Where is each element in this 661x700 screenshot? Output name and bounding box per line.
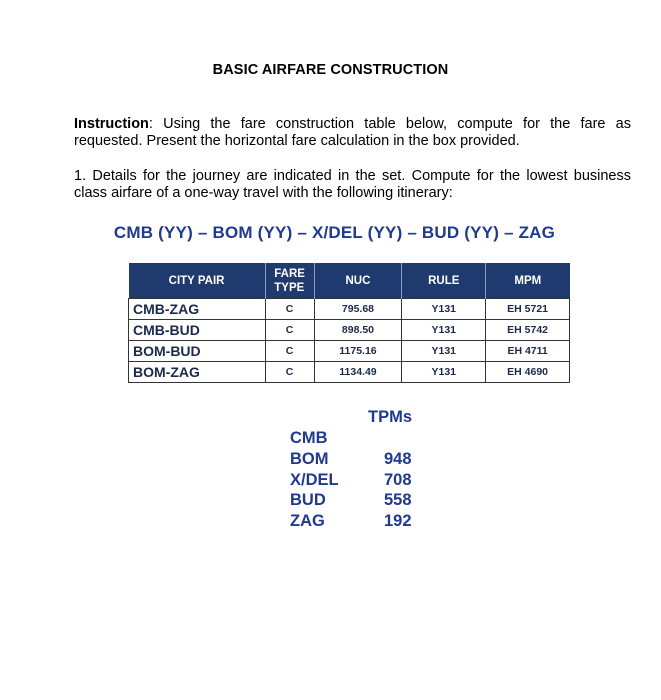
tpm-city: ZAG bbox=[290, 512, 325, 530]
header-nuc: NUC bbox=[314, 263, 402, 299]
table-row bbox=[129, 362, 570, 383]
tpms-heading: TPMs bbox=[368, 408, 413, 426]
fare-type-cell: C bbox=[265, 362, 314, 383]
nuc-cell: 898.50 bbox=[314, 320, 402, 341]
table-row bbox=[129, 299, 570, 320]
instruction-paragraph bbox=[74, 116, 631, 150]
city-pair-cell: BOM-ZAG bbox=[129, 362, 266, 383]
tpm-city: X/DEL bbox=[290, 471, 339, 489]
fare-type-cell: C bbox=[265, 299, 314, 320]
tpm-city: CMB bbox=[290, 429, 328, 447]
tpm-value: 948 bbox=[384, 450, 412, 468]
itinerary: CMB (YY) – BOM (YY) – X/DEL (YY) – BUD (YY) – ZAG bbox=[113, 223, 556, 242]
nuc-cell: 1134.49 bbox=[314, 362, 402, 383]
city-pair-cell: CMB-BUD bbox=[129, 320, 266, 341]
page-title: BASIC AIRFARE CONSTRUCTION bbox=[212, 62, 449, 78]
city-pair-cell: CMB-ZAG bbox=[129, 299, 266, 320]
tpm-value: 558 bbox=[384, 491, 412, 509]
header-fare-type bbox=[265, 263, 314, 299]
nuc-cell: 795.68 bbox=[314, 299, 402, 320]
rule-cell: Y131 bbox=[402, 299, 486, 320]
tpm-value: 708 bbox=[384, 471, 412, 489]
fare-type-cell: C bbox=[265, 341, 314, 362]
rule-cell: Y131 bbox=[402, 320, 486, 341]
instruction-label: Instruction bbox=[74, 116, 149, 132]
table-row bbox=[129, 341, 570, 362]
fare-type-cell: C bbox=[265, 320, 314, 341]
header-city-pair: CITY PAIR bbox=[129, 263, 266, 299]
mpm-cell: EH 4711 bbox=[486, 341, 570, 362]
fare-table-header bbox=[129, 263, 570, 299]
city-pair-cell: BOM-BUD bbox=[129, 341, 266, 362]
header-rule: RULE bbox=[402, 263, 486, 299]
mpm-cell: EH 5742 bbox=[486, 320, 570, 341]
mpm-cell: EH 5721 bbox=[486, 299, 570, 320]
tpm-city: BUD bbox=[290, 491, 326, 509]
fare-table bbox=[128, 263, 570, 383]
instruction-text: : Using the fare construction table below, compute for the fare as requested. Present the horizontal fare calculation in the box provided. bbox=[74, 116, 631, 149]
table-row bbox=[129, 320, 570, 341]
header-fare-type-line1: FARE bbox=[274, 267, 305, 280]
tpm-city: BOM bbox=[290, 450, 329, 468]
rule-cell: Y131 bbox=[402, 341, 486, 362]
question-text: 1. Details for the journey are indicated in the set. Compute for the lowest business class airfare of a one-way travel with the following itinerary: bbox=[74, 168, 631, 201]
header-fare-type-line2: TYPE bbox=[274, 281, 305, 294]
rule-cell: Y131 bbox=[402, 362, 486, 383]
nuc-cell: 1175.16 bbox=[314, 341, 402, 362]
header-mpm: MPM bbox=[486, 263, 570, 299]
mpm-cell: EH 4690 bbox=[486, 362, 570, 383]
tpm-value: 192 bbox=[384, 512, 412, 530]
